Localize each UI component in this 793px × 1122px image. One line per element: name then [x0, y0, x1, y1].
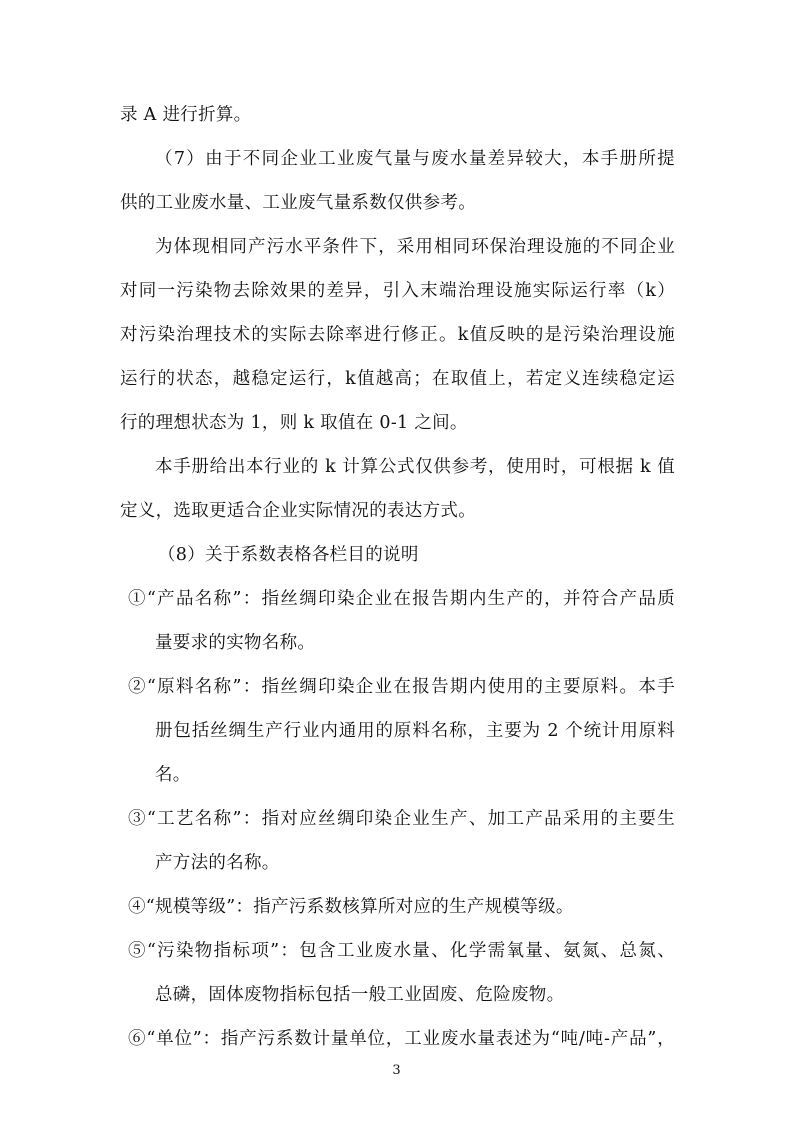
list-item-3-line-2: 产方法的名称。: [155, 853, 280, 873]
list-item-2-line-3: 名。: [155, 765, 191, 785]
text-line-9: 本手册给出本行业的 k 计算公式仅供参考，使用时，可根据 k 值: [155, 457, 675, 477]
page-number: 3: [392, 1063, 401, 1078]
text-line-1: 录 A 进行折算。: [120, 105, 252, 125]
text-line-5: 对同一污染物去除效果的差异，引入末端治理设施实际运行率（k）: [120, 281, 675, 301]
text-line-6: 对污染治理技术的实际去除率进行修正。k值反映的是污染治理设施: [120, 325, 675, 345]
text-line-2: （7）由于不同企业工业废气量与废水量差异较大，本手册所提: [155, 149, 675, 169]
text-line-7: 运行的状态，越稳定运行，k值越高；在取值上，若定义连续稳定运: [120, 369, 675, 389]
list-item-5-line-1: ⑤“污染物指标项”：包含工业废水量、化学需氧量、氨氮、总氮、: [128, 941, 675, 961]
text-line-4: 为体现相同产污水平条件下，采用相同环保治理设施的不同企业: [155, 237, 675, 257]
list-item-1-line-2: 量要求的实物名称。: [155, 633, 316, 653]
text-line-3: 供的工业废水量、工业废气量系数仅供参考。: [120, 193, 476, 213]
section-heading-8: （8）关于系数表格各栏目的说明: [158, 545, 419, 565]
list-item-3-line-1: ③“工艺名称”：指对应丝绸印染企业生产、加工产品采用的主要生: [128, 809, 675, 829]
text-line-10: 定义，选取更适合企业实际情况的表达方式。: [120, 501, 476, 521]
text-line-8: 行的理想状态为 1，则 k 取值在 0-1 之间。: [120, 413, 468, 433]
list-item-6-line-1: ⑥“单位”：指产污系数计量单位，工业废水量表述为“吨/吨-产品”，: [128, 1029, 675, 1049]
list-item-2-line-1: ②“原料名称”：指丝绸印染企业在报告期内使用的主要原料。本手: [128, 677, 675, 697]
list-item-1-line-1: ①“产品名称”：指丝绸印染企业在报告期内生产的，并符合产品质: [128, 589, 675, 609]
list-item-2-line-2: 册包括丝绸生产行业内通用的原料名称，主要为 2 个统计用原料: [155, 721, 675, 741]
list-item-5-line-2: 总磷，固体废物指标包括一般工业固废、危险废物。: [155, 985, 565, 1005]
list-item-4-line-1: ④“规模等级”：指产污系数核算所对应的生产规模等级。: [128, 897, 574, 917]
